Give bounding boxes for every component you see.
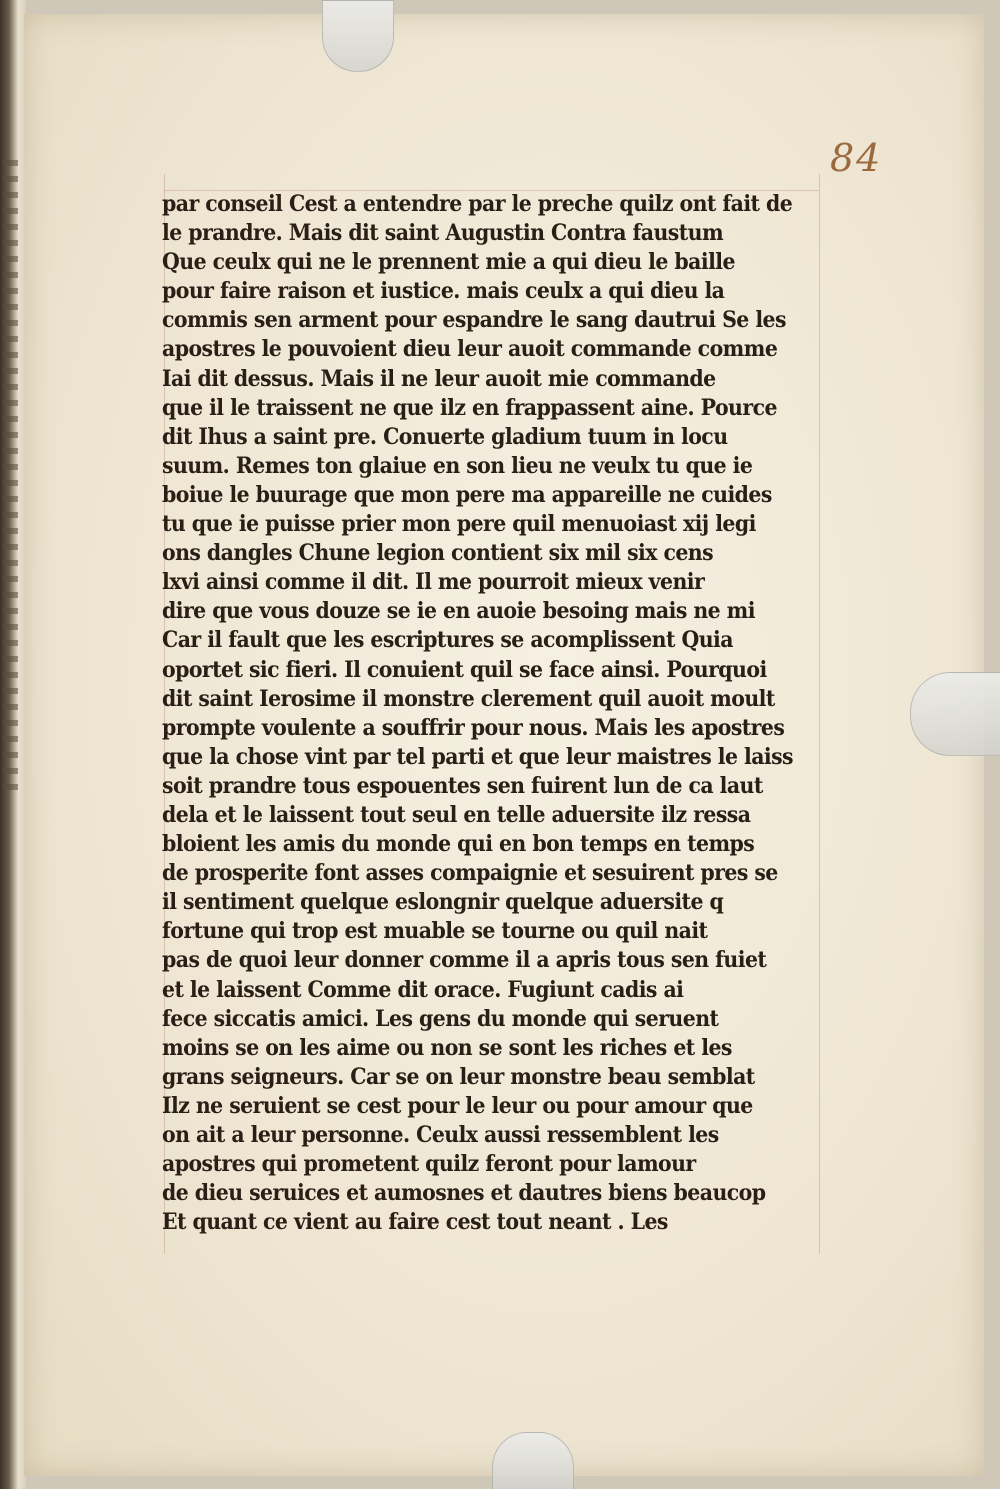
text-line: ons dangles Chune legion contient six mil six cens xyxy=(162,540,714,567)
page-clip-right xyxy=(910,672,1000,756)
text-line: il sentiment quelque eslongnir quelque aduersite q xyxy=(162,889,724,916)
text-block xyxy=(162,190,842,1237)
text-line: Et quant ce vient au faire cest tout neant . Les xyxy=(162,1209,668,1236)
text-line: on ait a leur personne. Ceulx aussi ressemblent les xyxy=(162,1122,719,1148)
text-line: fortune qui trop est muable se tourne ou quil nait xyxy=(162,918,708,945)
text-line: soit prandre tous espouentes sen fuirent lun de ca laut xyxy=(162,772,763,799)
text-line: apostres qui prometent quilz feront pour lamour xyxy=(162,1151,696,1178)
text-line: par conseil Cest a entendre par le preche quilz ont fait de xyxy=(162,191,793,217)
text-line: dit saint Ierosime il monstre clerement quil auoit moult xyxy=(162,685,775,712)
text-line: de dieu seruices et aumosnes et dautres biens beaucop xyxy=(162,1180,766,1207)
text-line: fece siccatis amici. Les gens du monde qui seruent xyxy=(162,1005,719,1032)
text-line: apostres le pouvoient dieu leur auoit commande comme xyxy=(162,336,778,363)
text-line: dire que vous douze se ie en auoie besoing mais ne mi xyxy=(162,598,755,625)
text-line: suum. Remes ton glaiue en son lieu ne veulx tu que ie xyxy=(162,452,753,479)
text-line: bloient les amis du monde qui en bon temps en temps xyxy=(162,831,755,858)
text-line: moins se on les aime ou non se sont les riches et les xyxy=(162,1034,732,1061)
text-line: commis sen arment pour espandre le sang dautrui Se les xyxy=(162,307,786,334)
text-line: dela et le laissent tout seul en telle aduersite ilz ressa xyxy=(162,801,751,828)
text-line: pas de quoi leur donner comme il a apris tous sen fuiet xyxy=(162,947,767,974)
text-line: lxvi ainsi comme il dit. Il me pourroit mieux venir xyxy=(162,569,705,596)
text-line: prompte voulente a souffrir pour nous. Mais les apostres xyxy=(162,714,785,741)
text-line: et le laissent Comme dit orace. Fugiunt cadis ai xyxy=(162,976,684,1003)
page-clip-top xyxy=(322,0,394,72)
text-line: boiue le buurage que mon pere ma appareille ne cuides xyxy=(162,481,772,508)
text-line: grans seigneurs. Car se on leur monstre beau semblat xyxy=(162,1063,755,1090)
text-line: le prandre. Mais dit saint Augustin Contra faustum xyxy=(162,220,724,247)
manuscript-page xyxy=(24,14,984,1476)
text-line: que il le traissent ne que ilz en frappassent aine. Pource xyxy=(162,394,777,421)
text-line: Car il fault que les escriptures se acomplissent Quia xyxy=(162,627,733,654)
text-line: que la chose vint par tel parti et que leur maistres le laiss xyxy=(162,743,794,770)
text-line: de prosperite font asses compaignie et sesuirent pres se xyxy=(162,860,778,887)
text-line: Ilz ne seruient se cest pour le leur ou pour amour que xyxy=(162,1092,753,1119)
text-line: Que ceulx qui ne le prennent mie a qui dieu le baille xyxy=(162,249,735,276)
text-line: Iai dit dessus. Mais il ne leur auoit mie commande xyxy=(162,365,716,392)
text-line: tu que ie puisse prier mon pere quil menuoiast xij legi xyxy=(162,511,756,538)
page-clip-bottom xyxy=(492,1432,574,1489)
text-line: oportet sic fieri. Il conuient quil se face ainsi. Pourquoi xyxy=(162,656,767,683)
previous-page-edge xyxy=(0,150,24,1300)
text-line: dit Ihus a saint pre. Conuerte gladium tuum in locu xyxy=(162,423,728,450)
folio-number: 84 xyxy=(830,136,883,180)
text-line: pour faire raison et iustice. mais ceulx a qui dieu la xyxy=(162,278,725,305)
